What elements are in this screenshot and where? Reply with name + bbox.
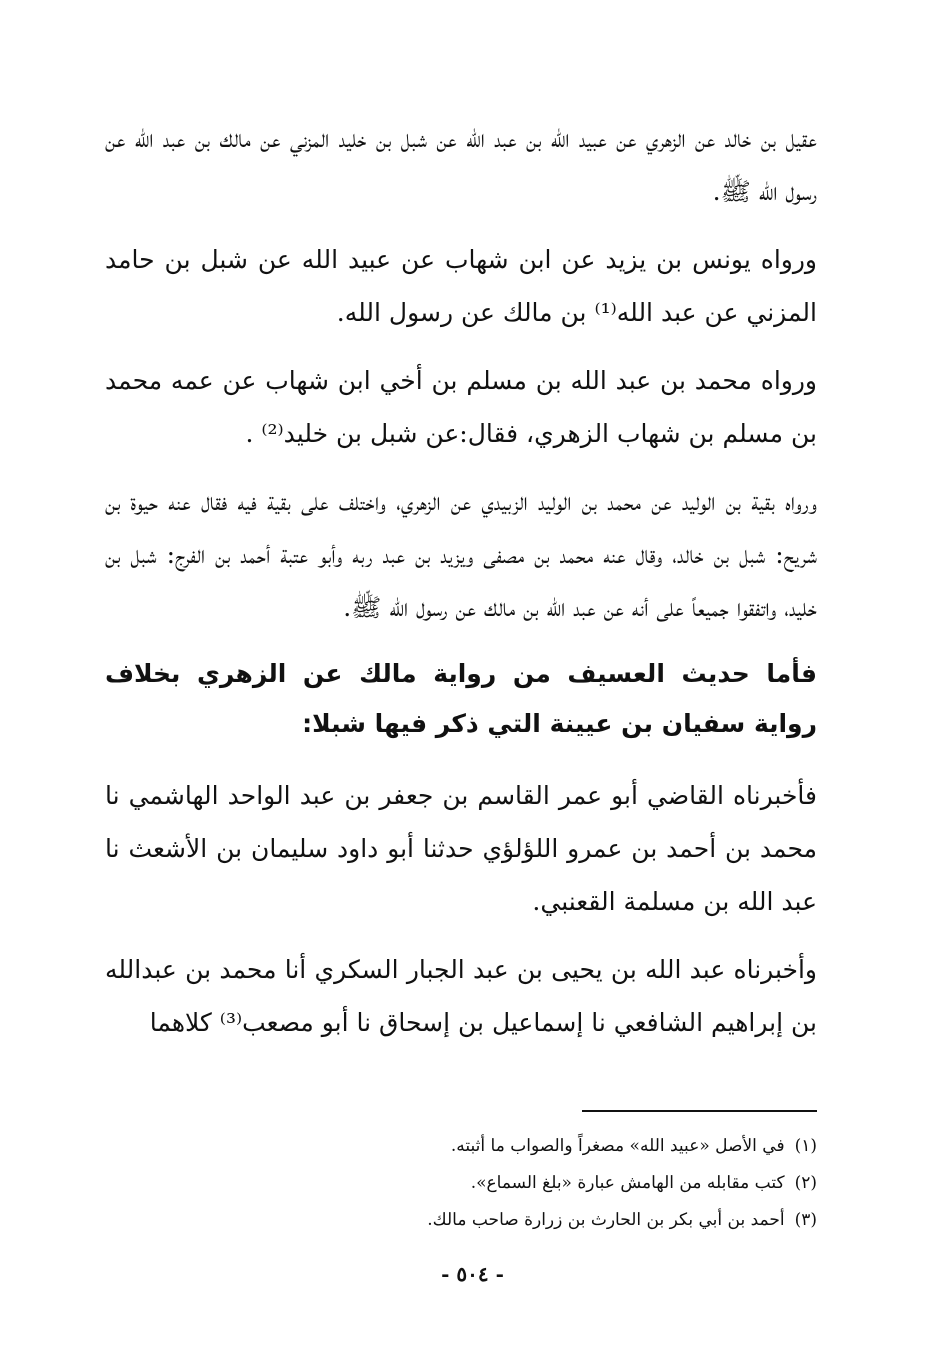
- footnote-number: (٣): [794, 1210, 817, 1230]
- footnote-text: أحمد بن أبي بكر بن الحارث بن زرارة صاحب مالك.: [427, 1210, 785, 1230]
- footnote-3: [105, 1202, 817, 1239]
- page-number: - ٥٠٤ -: [441, 1262, 504, 1286]
- footnote-text: كتب مقابله من الهامش عبارة «بلغ السماع».: [470, 1173, 785, 1193]
- paragraph-6: وأخبرناه عبد الله بن يحيى بن عبد الجبار السكري أنا محمد بن عبدالله بن إبراهيم الشافعي نا إسماعيل بن إسحاق نا أبو مصعب⁽³⁾ كلاهما: [105, 955, 817, 1037]
- footnote-text: في الأصل «عبيد الله» مصغراً والصواب ما أثبته.: [450, 1136, 785, 1156]
- footnote-2: [105, 1165, 817, 1202]
- paragraph-2: ورواه يونس بن يزيد عن ابن شهاب عن عبيد الله عن شبل بن حامد المزني عن عبد الله⁽¹⁾ بن مالك عن رسول الله.: [105, 245, 817, 327]
- footnotes: [105, 1128, 817, 1239]
- paragraph-5: فأخبرناه القاضي أبو عمر القاسم بن جعفر بن عبد الواحد الهاشمي نا محمد بن أحمد بن عمرو اللؤلؤي حدثنا أبو داود سليمان بن الأشعث نا عبد الله بن مسلمة القعنبي.: [105, 781, 817, 916]
- footnote-number: (١): [794, 1136, 817, 1156]
- section-heading: فأما حديث العسيف من رواية مالك عن الزهري بخلاف رواية سفيان بن عيينة التي ذكر فيها شبلا:: [105, 659, 817, 738]
- paragraph-4: ورواه بقية بن الوليد عن محمد بن الوليد الزبيدي عن الزهري، واختلف على بقية فيه فقال عنه حيوة بن شريح: شبل بن خالد، وقال عنه محمد بن مصفى ويزيد بن عبد ربه وأبو عتبة أحمد بن الفرج: شبل بن خليد، واتفقوا جميعاً على أنه عن عبد الله بن مالك عن رسول الله ﷺ.: [105, 487, 817, 622]
- paragraph-1: عقيل بن خالد عن الزهري عن عبيد الله بن عبد الله عن شبل بن خليد المزني عن مالك بن عبد الله عن رسول الله ﷺ.: [105, 124, 817, 206]
- main-text: [105, 112, 817, 1064]
- footnote-number: (٢): [794, 1173, 817, 1193]
- footnote-divider: [582, 1110, 817, 1112]
- footnote-1: [105, 1128, 817, 1165]
- paragraph-3: ورواه محمد بن عبد الله بن مسلم بن أخي ابن شهاب عن عمه محمد بن مسلم بن شهاب الزهري، فقال:عن شبل بن خليد⁽²⁾ .: [105, 366, 817, 448]
